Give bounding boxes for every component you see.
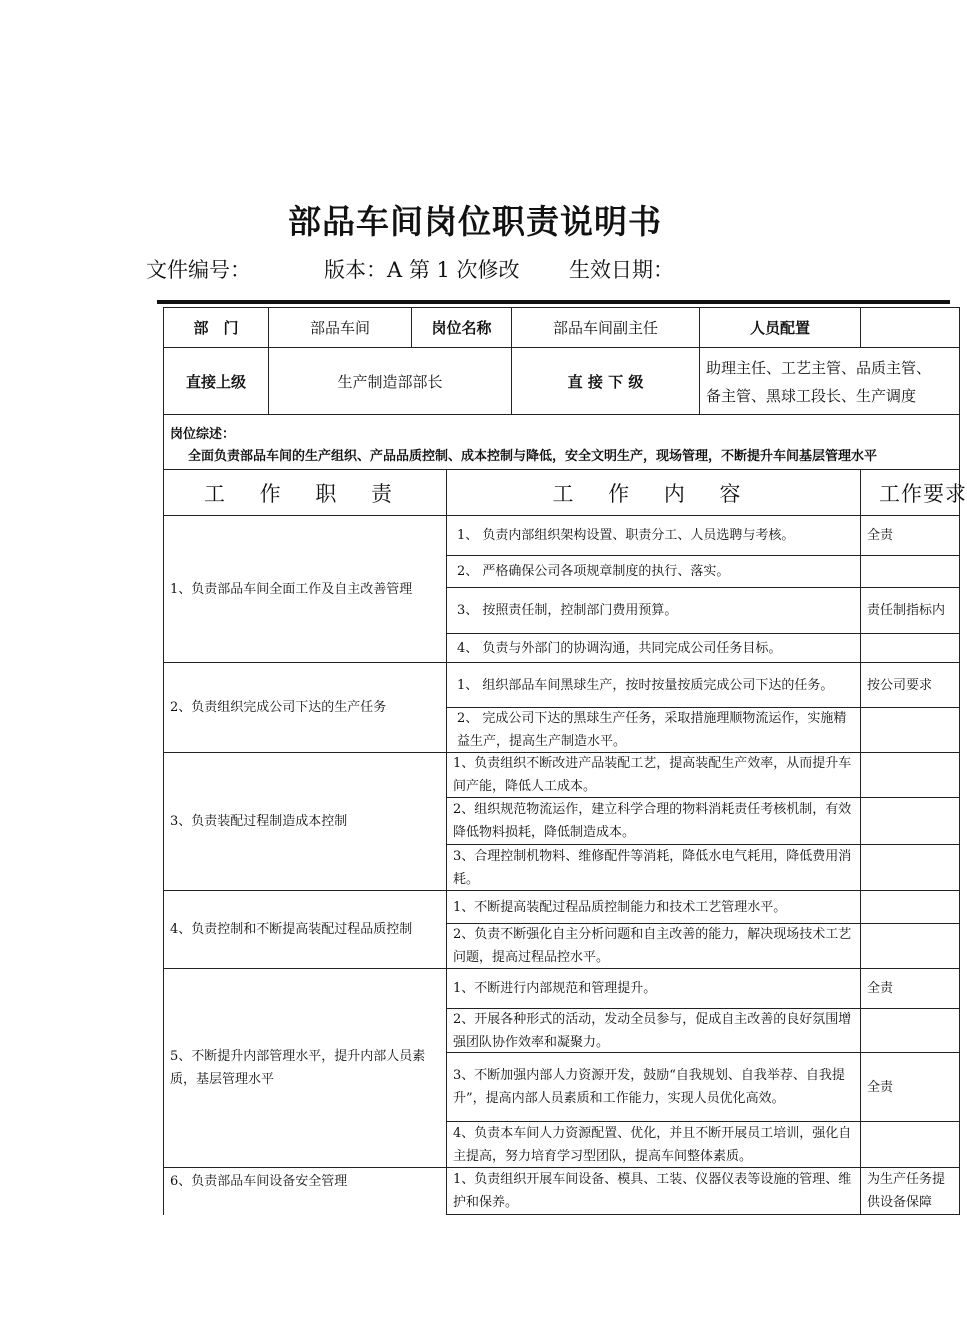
content-cell: 1、 负责内部组织架构设置、职责分工、人员选聘与考核。	[446, 515, 861, 556]
post-summary	[163, 414, 960, 470]
req-cell: 为生产任务提供设备保障	[860, 1167, 960, 1215]
duty-cell: 2、负责组织完成公司下达的生产任务	[163, 662, 447, 753]
effective-date-label: 生效日期：	[569, 258, 674, 282]
content-cell: 3、不断加强内部人力资源开发，鼓励“自我规划、自我举荐、自我提升”，提高内部人员素质和工作能力，实现人员优化高效。	[446, 1052, 861, 1122]
content-cell: 1、不断提高装配过程品质控制能力和技术工艺管理水平。	[446, 890, 861, 924]
req-cell	[860, 844, 960, 891]
superior-label: 直接上级	[163, 347, 269, 415]
req-cell: 按公司要求	[860, 662, 960, 708]
req-cell: 全责	[860, 1052, 960, 1122]
dept-label: 部 门	[163, 307, 269, 348]
req-cell	[860, 797, 960, 845]
content-cell: 3、合理控制机物料、维修配件等消耗，降低水电气耗用，降低费用消耗。	[446, 844, 861, 891]
req-cell: 全责	[860, 515, 960, 556]
staffing-value	[860, 307, 960, 348]
file-number-label: 文件编号：	[146, 258, 251, 282]
subordinate-label: 直 接 下 级	[511, 347, 700, 415]
req-cell	[860, 707, 960, 753]
duty-cell: 4、负责控制和不断提高装配过程品质控制	[163, 890, 447, 969]
content-cell: 3、 按照责任制，控制部门费用预算。	[446, 587, 861, 634]
subordinate-line-2: 备主管、黑球工段长、生产调度	[706, 387, 917, 405]
content-cell: 2、负责不断强化自主分析问题和自主改善的能力，解决现场技术工艺问题，提高过程品控水平。	[446, 923, 861, 969]
req-cell	[860, 555, 960, 588]
req-cell: 责任制指标内	[860, 587, 960, 634]
col-content-header: 工 作 内 容	[446, 469, 861, 516]
req-cell	[860, 890, 960, 924]
content-cell: 2、开展各种形式的活动，发动全员参与，促成自主改善的良好氛围增强团队协作效率和凝聚力。	[446, 1008, 861, 1053]
duty-cell: 6、负责部品车间设备安全管理	[163, 1167, 447, 1215]
duty-cell: 1、负责部品车间全面工作及自主改善管理	[163, 515, 447, 663]
req-cell	[860, 633, 960, 663]
content-cell: 1、负责组织不断改进产品装配工艺，提高装配生产效率，从而提升车间产能，降低人工成本。	[446, 752, 861, 798]
duty-cell: 3、负责装配过程制造成本控制	[163, 752, 447, 891]
dept-value: 部品车间	[268, 307, 412, 348]
content-cell: 2、 完成公司下达的黑球生产任务，采取措施理顺物流运作，实施精益生产，提高生产制造水平。	[446, 707, 861, 753]
summary-label: 岗位综述：	[170, 427, 236, 442]
content-cell: 1、不断进行内部规范和管理提升。	[446, 968, 861, 1009]
document-title: 部品车间岗位职责说明书	[288, 202, 662, 241]
req-cell	[860, 923, 960, 969]
col-req-header: 工作要求	[860, 469, 960, 516]
content-cell: 1、 组织部品车间黑球生产，按时按量按质完成公司下达的任务。	[446, 662, 861, 708]
header-rule	[157, 300, 950, 304]
summary-text: 全面负责部品车间的生产组织、产品品质控制、成本控制与降低，安全文明生产，现场管理，不断提升车间基层管理水平	[188, 449, 878, 464]
post-name-value: 部品车间副主任	[511, 307, 700, 348]
content-cell: 2、 严格确保公司各项规章制度的执行、落实。	[446, 555, 861, 588]
staffing-label: 人员配置	[699, 307, 861, 348]
req-cell	[860, 1008, 960, 1053]
version-label: 版本：A 第 1 次修改	[324, 258, 520, 282]
post-name-label: 岗位名称	[411, 307, 512, 348]
col-duty-header: 工 作 职 责	[163, 469, 447, 516]
subordinate-line-1: 助理主任、工艺主管、品质主管、	[706, 359, 932, 377]
subordinate-value	[699, 347, 960, 415]
duty-cell: 5、不断提升内部管理水平，提升内部人员素质，基层管理水平	[163, 968, 447, 1168]
content-cell: 4、 负责与外部门的协调沟通，共同完成公司任务目标。	[446, 633, 861, 663]
content-cell: 4、负责本车间人力资源配置、优化，并且不断开展员工培训，强化自主提高，努力培育学习型团队，提高车间整体素质。	[446, 1121, 861, 1168]
req-cell	[860, 1121, 960, 1168]
content-cell: 1、负责组织开展车间设备、模具、工装、仪器仪表等设施的管理、维护和保养。	[446, 1167, 861, 1215]
document-meta	[146, 254, 674, 284]
content-cell: 2、组织规范物流运作，建立科学合理的物料消耗责任考核机制，有效降低物料损耗，降低制造成本。	[446, 797, 861, 845]
req-cell	[860, 752, 960, 798]
superior-value: 生产制造部部长	[268, 347, 512, 415]
req-cell: 全责	[860, 968, 960, 1009]
